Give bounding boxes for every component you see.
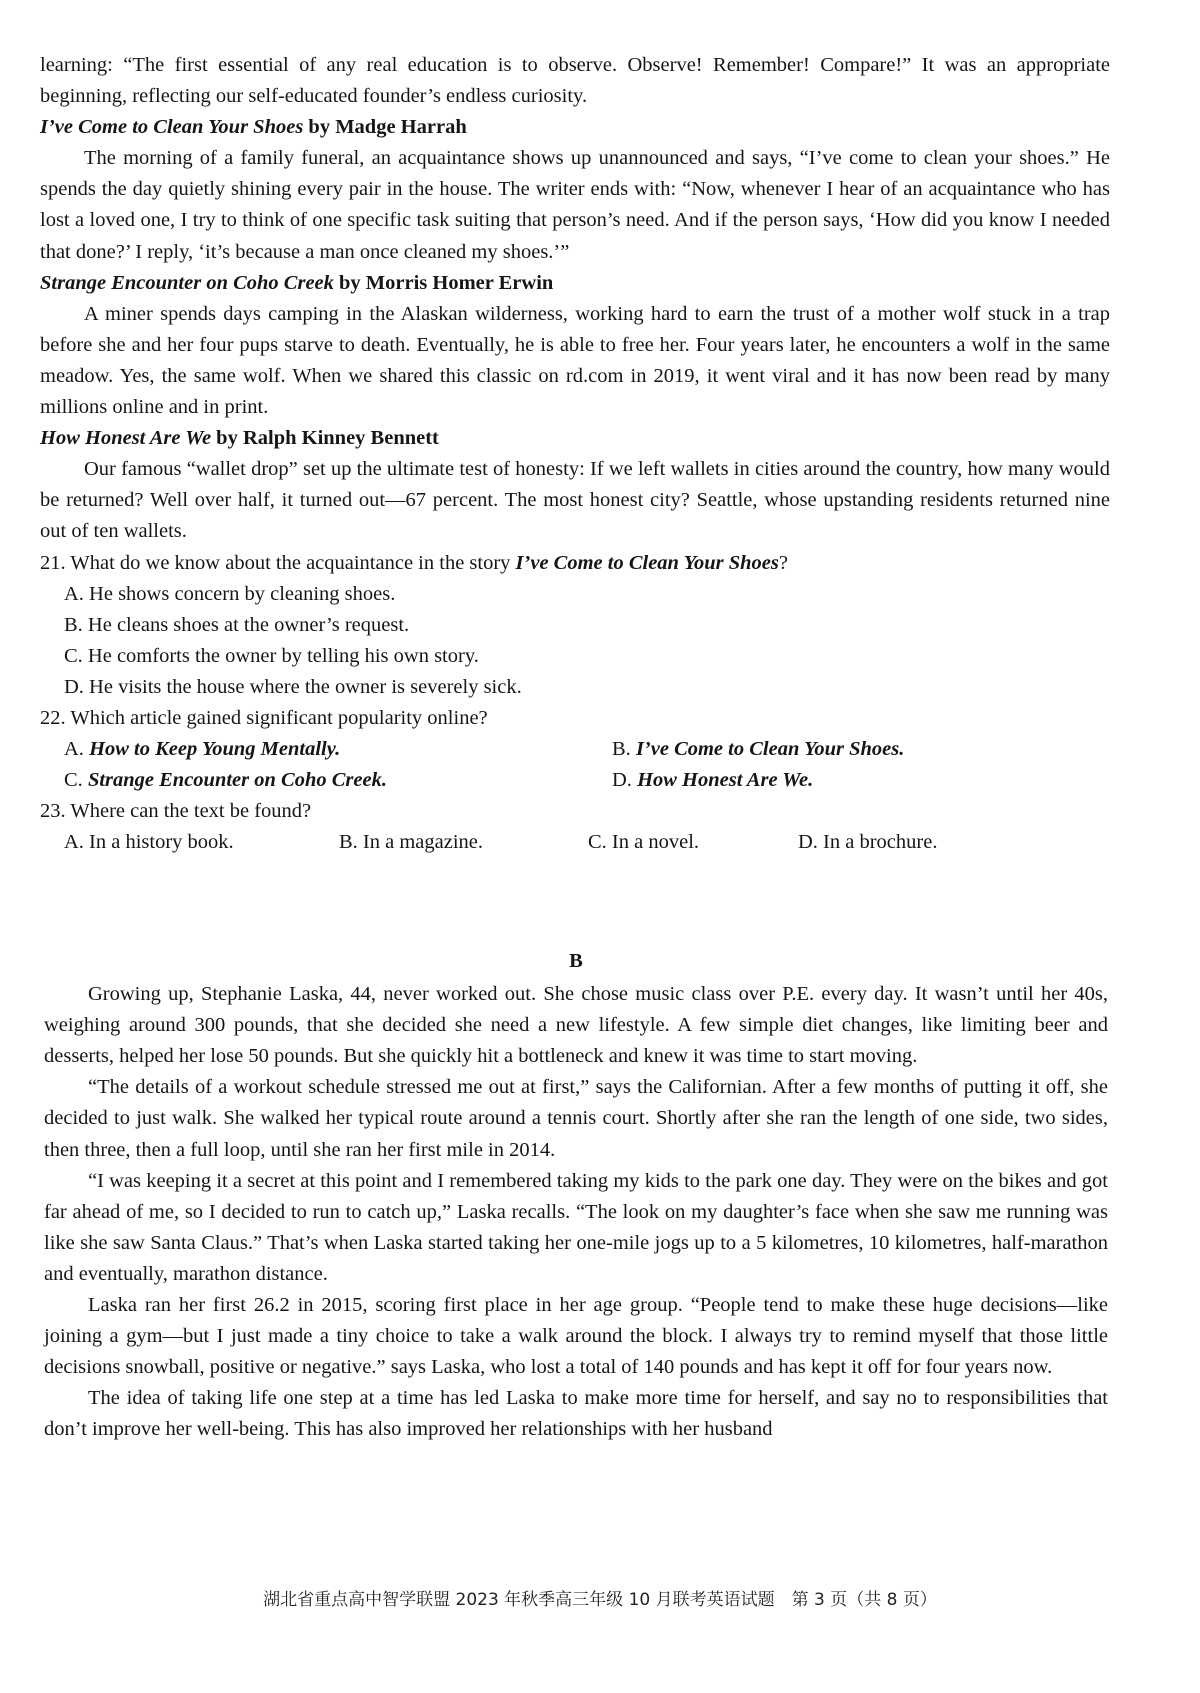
story-text: Our famous “wallet drop” set up the ultimate test of honesty: If we left wallets in cities around the country, how many would be returned? Well over half, it turned out—67 percent. The most honest city? Seattle, whose upstanding residents returned nine out of ten wallets. (40, 458, 1110, 543)
story-title: Strange Encounter on Coho Creek by Morris Homer Erwin (40, 271, 554, 294)
paragraph: Growing up, Stephanie Laska, 44, never worked out. She chose music class over P.E. every day. It wasn’t until her 40s, weighing around 300 pounds, that she decided she need a new lifestyle. A few simple diet changes, like limiting beer and desserts, helped her lose 50 pounds. But she quickly hit a bottleneck and knew it was time to start moving. (44, 983, 1108, 1068)
option: C. He comforts the owner by telling his own story. (64, 644, 479, 667)
top-paragraph: learning: “The first essential of any real education is to observe. Observe! Remember! Compare!” It was an appropriate beginning, reflecting our self-educated founder’s endless curiosity. (40, 54, 1110, 108)
question-21: 21. What do we know about the acquaintance in the story I’ve Come to Clean Your Shoes? (40, 551, 788, 574)
section-label: B (569, 950, 583, 972)
option: D. How Honest Are We. (612, 769, 814, 792)
options-row (40, 827, 1110, 858)
story-title: How Honest Are We by Ralph Kinney Bennett (40, 427, 439, 450)
option: A. He shows concern by cleaning shoes. (64, 582, 396, 605)
document-body (40, 50, 1110, 858)
paragraph: “I was keeping it a secret at this point and I remembered taking my kids to the park one day. They were on the bikes and got far ahead of me, so I decided to run to catch up,” Laska recalls. “The look on my daughter’s face when she saw me running was like she saw Santa Claus.” That’s when Laska started taking her one-mile jogs up to a 5 kilometres, 10 kilometres, half-marathon and eventually, marathon distance. (44, 1169, 1108, 1285)
option: B. He cleans shoes at the owner’s request. (64, 613, 410, 636)
option: D. In a brochure. (798, 831, 938, 854)
paragraph: Laska ran her first 26.2 in 2015, scoring first place in her age group. “People tend to make these huge decisions—like joining a gym—but I just made a tiny choice to take a walk around the block. I always try to remind myself that those little decisions snowball, positive or negative.” says Laska, who lost a total of 140 pounds and has kept it off for four years now. (44, 1294, 1108, 1379)
options-row (40, 765, 1110, 796)
option: A. How to Keep Young Mentally. (64, 738, 341, 761)
option: B. In a magazine. (339, 831, 484, 854)
question-23: 23. Where can the text be found? (40, 800, 312, 823)
paragraph: “The details of a workout schedule stressed me out at first,” says the Californian. After a few months of putting it off, she decided to just walk. She walked her typical route around a tennis court. Shortly after she ran the length of one side, two sides, then three, then a full loop, until she ran her first mile in 2014. (44, 1076, 1108, 1161)
option: C. Strange Encounter on Coho Creek. (64, 769, 387, 792)
option: D. He visits the house where the owner is severely sick. (64, 675, 522, 698)
option: B. I’ve Come to Clean Your Shoes. (612, 738, 905, 761)
question-22: 22. Which article gained significant popularity online? (40, 706, 488, 729)
option: C. In a novel. (588, 831, 700, 854)
paragraph: The idea of taking life one step at a time has led Laska to make more time for herself, and say no to responsibilities that don’t improve her well-being. This has also improved her relationships with her husband (44, 1387, 1108, 1441)
options-row (40, 734, 1110, 765)
page-footer: 湖北省重点高中智学联盟 2023 年秋季高三年级 10 月联考英语试题 第 3 页（共 8 页） (263, 1590, 937, 1610)
story-title: I’ve Come to Clean Your Shoes by Madge Harrah (40, 116, 467, 139)
option: A. In a history book. (64, 831, 234, 854)
story-text: The morning of a family funeral, an acquaintance shows up unannounced and says, “I’ve come to clean your shoes.” He spends the day quietly shining every pair in the house. The writer ends with: “Now, whenever I hear of an acquaintance who has lost a loved one, I try to think of one specific task suiting that person’s need. And if the person says, ‘How did you know I needed that done?’ I reply, ‘it’s because a man once cleaned my shoes.’” (40, 147, 1110, 263)
section-b (44, 920, 1108, 1446)
story-text: A miner spends days camping in the Alaskan wilderness, working hard to earn the trust of a mother wolf stuck in a trap before she and her four pups starve to death. Eventually, he is able to free her. Four years later, he encounters a wolf in the same meadow. Yes, the same wolf. When we shared this classic on rd.com in 2019, it went viral and it has now been read by many millions online and in print. (40, 302, 1110, 419)
